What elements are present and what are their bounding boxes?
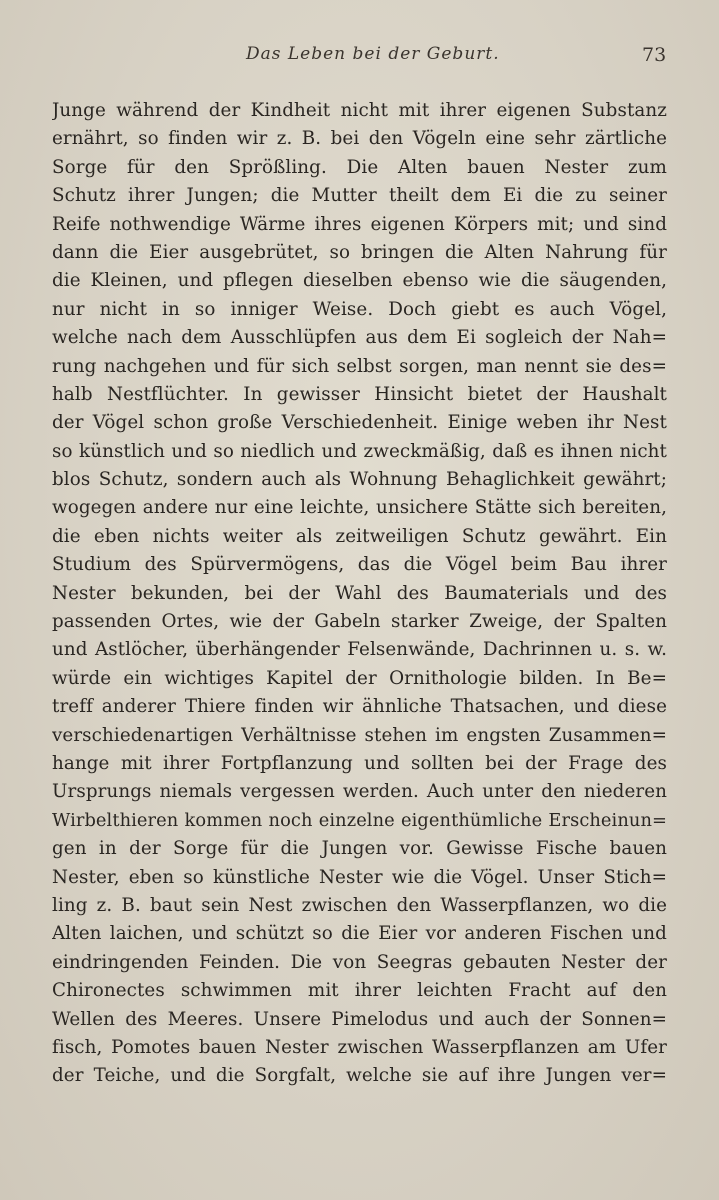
text-line: welche nach dem Ausschlüpfen aus dem Ei sogleich der Nah=: [52, 327, 667, 349]
text-line: nur nicht in so inniger Weise. Doch giebt es auch Vögel,: [52, 298, 667, 320]
text-line: Junge während der Kindheit nicht mit ihrer eigenen Substanz: [52, 100, 667, 121]
page-number: 73: [642, 44, 667, 66]
text-line: der Teiche, und die Sorgfalt, welche sie auf ihre Jungen ver=: [52, 1065, 667, 1087]
text-line: dann die Eier ausgebrütet, so bringen die Alten Nahrung für: [52, 241, 667, 263]
text-line: gen in der Sorge für die Jungen vor. Gewisse Fische bauen: [52, 838, 667, 860]
text-line: Studium des Spürvermögens, das die Vögel beim Bau ihrer: [52, 554, 667, 576]
text-line: Reife nothwendige Wärme ihres eigenen Körpers mit; und sind: [52, 213, 667, 235]
text-line: Schutz ihrer Jungen; die Mutter theilt dem Ei die zu seiner: [52, 185, 667, 207]
text-line: so künstlich und so niedlich und zweckmäßig, daß es ihnen nicht: [52, 440, 667, 462]
text-line: blos Schutz, sondern auch als Wohnung Behaglichkeit gewährt;: [52, 469, 667, 491]
text-line: hange mit ihrer Fortpflanzung und sollten bei der Frage des: [52, 752, 667, 774]
text-line: Ursprungs niemals vergessen werden. Auch unter den niederen: [52, 781, 667, 803]
body-text: [52, 97, 667, 1091]
text-line: halb Nestflüchter. In gewisser Hinsicht bietet der Haushalt: [52, 383, 667, 405]
text-line: eindringenden Feinden. Die von Seegras gebauten Nester der: [52, 951, 667, 973]
text-line: die eben nichts weiter als zeitweiligen Schutz gewährt. Ein: [52, 525, 667, 547]
text-line: ernährt, so finden wir z. B. bei den Vögeln eine sehr zärtliche: [52, 128, 667, 150]
text-line: Nester, eben so künstliche Nester wie die Vögel. Unser Stich=: [52, 866, 667, 888]
text-line: rung nachgehen und für sich selbst sorgen, man nennt sie des=: [52, 355, 667, 377]
text-line: ling z. B. baut sein Nest zwischen den Wasserpflanzen, wo die: [52, 894, 667, 916]
text-line: und Astlöcher, überhängender Felsenwände, Dachrinnen u. s. w.: [52, 639, 667, 661]
text-line: fisch, Pomotes bauen Nester zwischen Wasserpflanzen am Ufer: [52, 1036, 667, 1058]
text-line: die Kleinen, und pflegen dieselben ebenso wie die säugenden,: [52, 270, 667, 292]
text-line: Wellen des Meeres. Unsere Pimelodus und auch der Sonnen=: [52, 1008, 667, 1030]
text-line: passenden Ortes, wie der Gabeln starker Zweige, der Spalten: [52, 611, 667, 633]
text-line: Nester bekunden, bei der Wahl des Baumaterials und des: [52, 582, 667, 604]
text-line: wogegen andere nur eine leichte, unsichere Stätte sich bereiten,: [52, 497, 667, 519]
text-line: Alten laichen, und schützt so die Eier vor anderen Fischen und: [52, 923, 667, 945]
text-line: Wirbelthieren kommen noch einzelne eigenthümliche Erscheinun=: [52, 809, 667, 831]
text-line: Sorge für den Sprößling. Die Alten bauen Nester zum: [52, 156, 667, 178]
text-line: verschiedenartigen Verhältnisse stehen im engsten Zusammen=: [52, 724, 667, 746]
text-line: der Vögel schon große Verschiedenheit. Einige weben ihr Nest: [52, 412, 667, 434]
running-header: Das Leben bei der Geburt.: [246, 44, 500, 64]
text-line: Chironectes schwimmen mit ihrer leichten Fracht auf den: [52, 980, 667, 1002]
text-line: treff anderer Thiere finden wir ähnliche Thatsachen, und diese: [52, 696, 667, 718]
text-line: würde ein wichtiges Kapitel der Ornithologie bilden. In Be=: [52, 667, 667, 689]
